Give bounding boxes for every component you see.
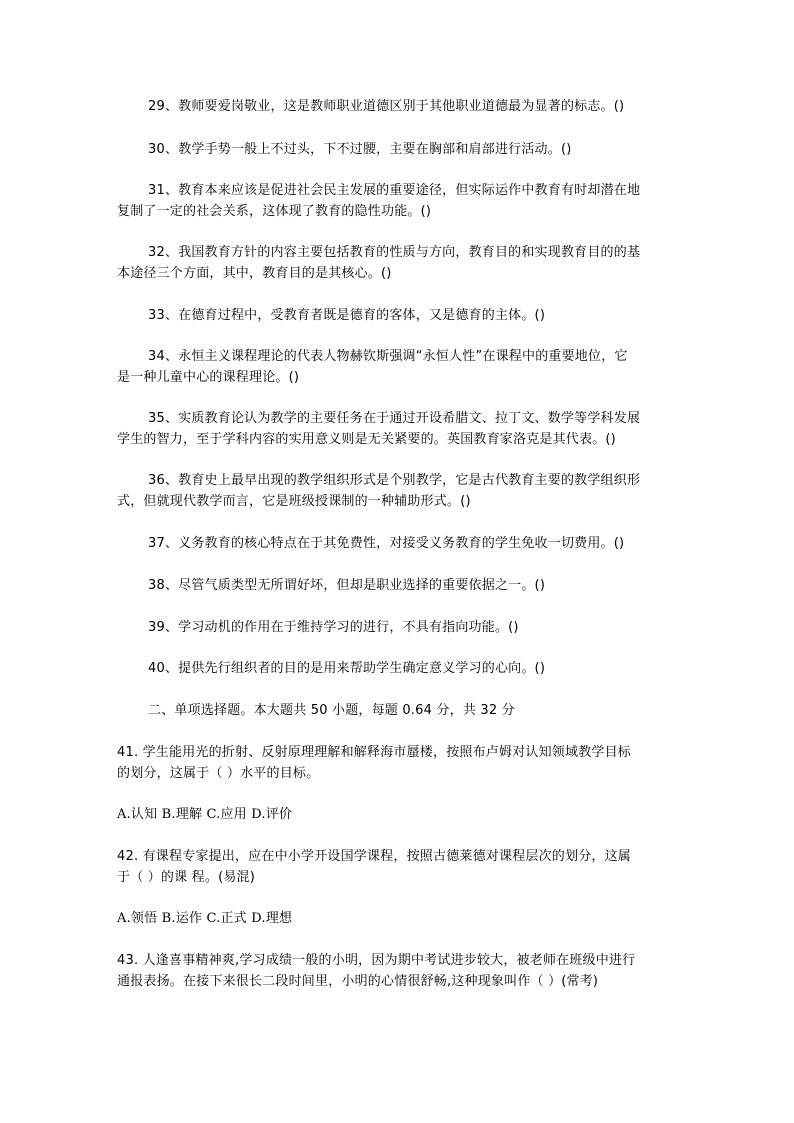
question-34-line-2: 是一种儿童中心的课程理论。() <box>117 370 300 385</box>
question-41-options: A.认知 B.理解 C.应用 D.评价 <box>117 807 293 822</box>
question-34-line-1: 34、永恒主义课程理论的代表人物赫钦斯强调“永恒人性”在课程中的重要地位，它 <box>148 349 628 364</box>
question-40: 40、提供先行组织者的目的是用来帮助学生确定意义学习的心向。() <box>148 661 546 676</box>
question-43-line-1: 43. 人逢喜事精神爽,学习成绩一般的小明，因为期中考试进步较大，被老师在班级中进行 <box>117 953 636 968</box>
question-38: 38、尽管气质类型无所谓好坏，但却是职业选择的重要依据之一。() <box>148 578 546 593</box>
question-29: 29、教师要爱岗敬业，这是教师职业道德区别于其他职业道德最为显著的标志。() <box>148 99 625 114</box>
question-35-line-1: 35、实质教育论认为教学的主要任务在于通过开设希腊文、拉丁文、数学等学科发展 <box>148 411 641 426</box>
question-36-line-2: 式，但就现代教学而言，它是班级授课制的一种辅助形式。() <box>117 494 471 509</box>
question-37: 37、义务教育的核心特点在于其免费性，对接受义务教育的学生免收一切费用。() <box>148 536 625 551</box>
question-41-line-2: 的划分，这属于（ ）水平的目标。 <box>117 766 320 781</box>
question-30: 30、教学手势一般上不过头，下不过腰，主要在胸部和肩部进行活动。() <box>148 142 572 157</box>
section-heading: 二、单项选择题。本大题共 50 小题，每题 0.64 分，共 32 分 <box>148 703 515 718</box>
question-39: 39、学习动机的作用在于维持学习的进行，不具有指向功能。() <box>148 620 519 635</box>
question-33: 33、在德育过程中，受教育者既是德育的客体，又是德育的主体。() <box>148 308 546 323</box>
question-41-line-1: 41. 学生能用光的折射、反射原理理解和解释海市蜃楼，按照布卢姆对认知领域教学目标 <box>117 745 632 760</box>
question-42-options: A.领悟 B.运作 C.正式 D.理想 <box>117 911 293 926</box>
question-31-line-1: 31、教育本来应该是促进社会民主发展的重要途径，但实际运作中教育有时却潜在地 <box>148 183 641 198</box>
question-36-line-1: 36、教育史上最早出现的教学组织形式是个别教学，它是古代教育主要的教学组织形 <box>148 473 641 488</box>
question-35-line-2: 学生的智力，至于学科内容的实用意义则是无关紧要的。英国教育家洛克是其代表。() <box>117 432 616 447</box>
question-31-line-2: 复制了一定的社会关系，这体现了教育的隐性功能。() <box>117 204 432 219</box>
question-32-line-2: 本途径三个方面，其中，教育目的是其核心。() <box>117 266 392 281</box>
question-42-line-2: 于（ ）的课 程。(易混) <box>117 870 256 885</box>
question-32-line-1: 32、我国教育方针的内容主要包括教育的性质与方向，教育目的和实现教育目的的基 <box>148 245 641 260</box>
question-42-line-1: 42. 有课程专家提出，应在中小学开设国学课程，按照古德莱德对课程层次的划分，这属 <box>117 849 632 864</box>
question-43-line-2: 通报表扬。在接下来很长二段时间里，小明的心情很舒畅,这种现象叫作（ ）(常考) <box>117 974 599 989</box>
